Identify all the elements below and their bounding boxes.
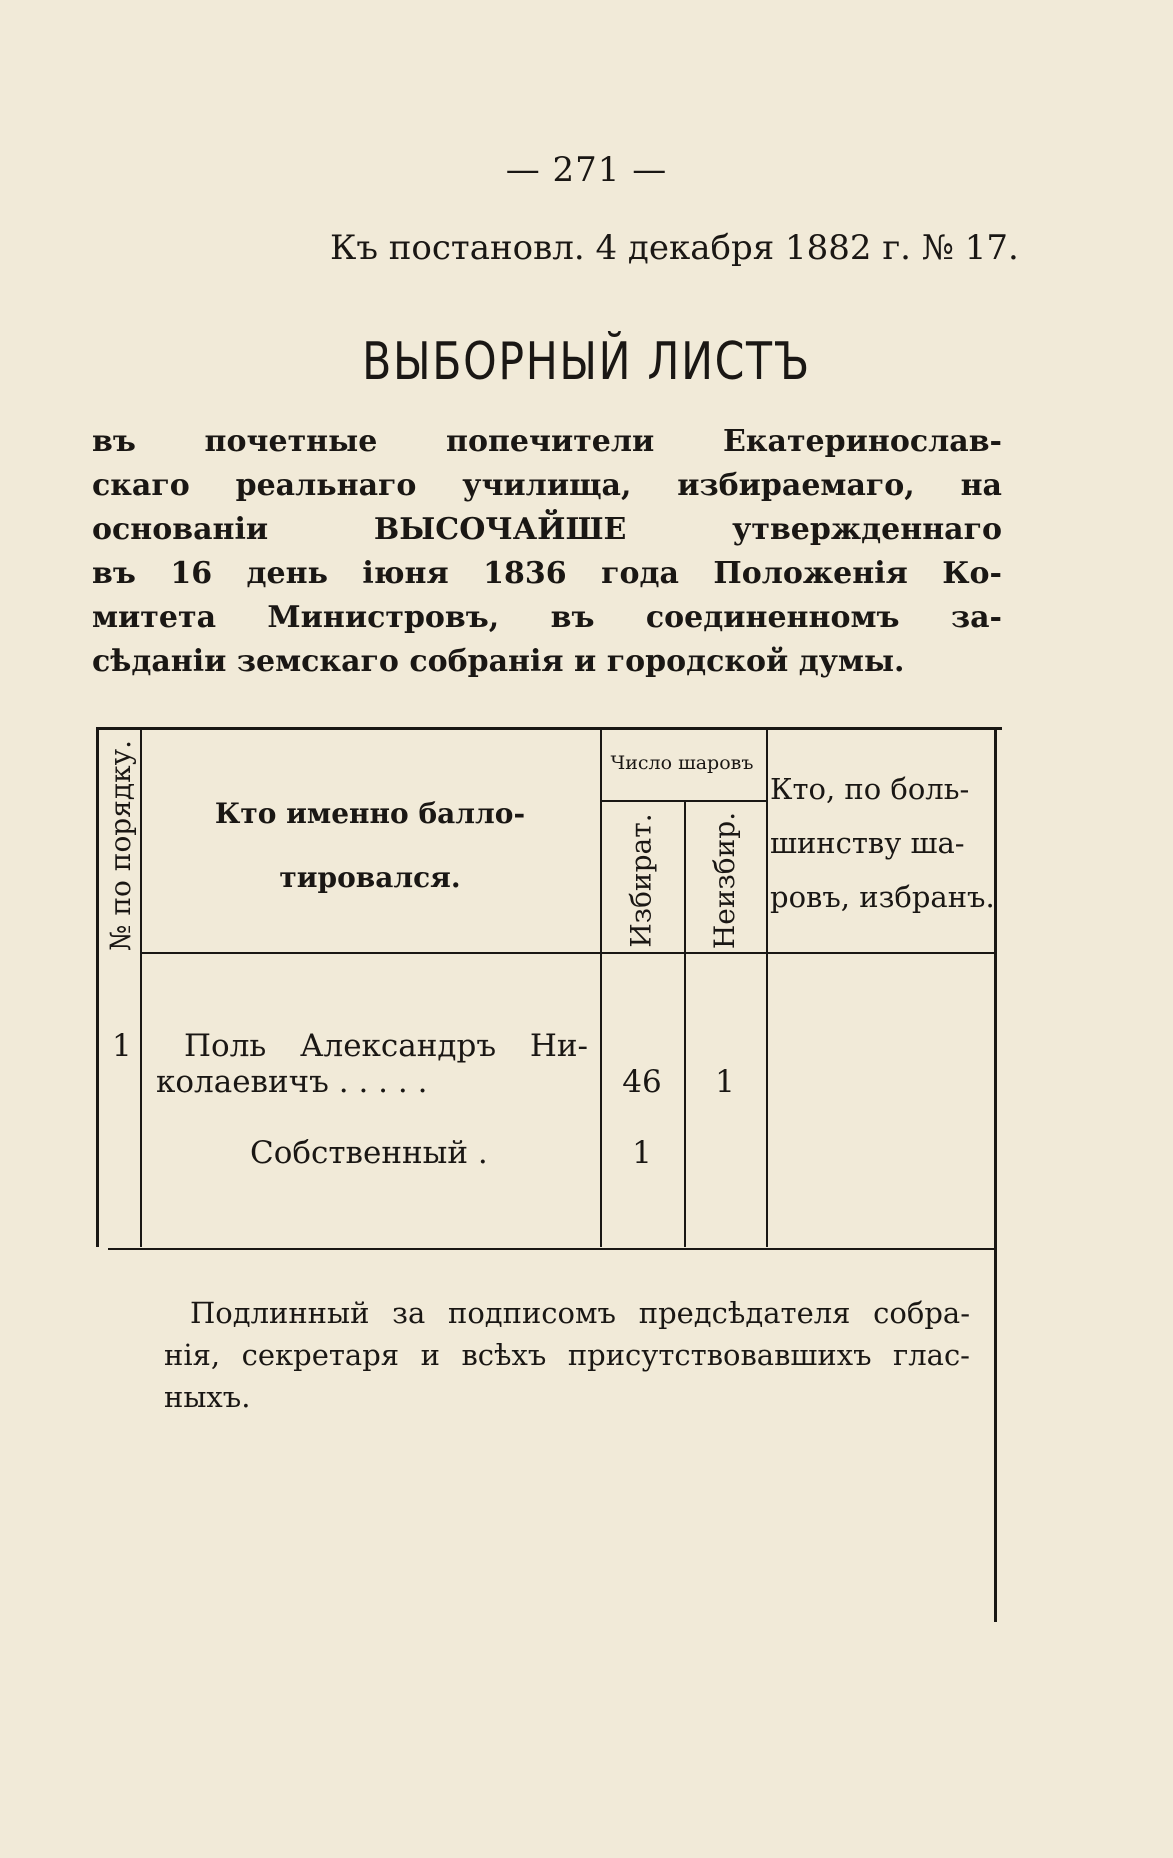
header-who: Кто именно балло- тировался. xyxy=(214,797,526,894)
subtitle-line: основанiи ВЫСОЧАЙШЕ утвержденнаго xyxy=(92,512,1002,547)
own-vote-label: Собственный . xyxy=(250,1135,488,1171)
table-bottom-rule xyxy=(108,1248,994,1250)
header-against: Неизбир. xyxy=(708,811,742,949)
votes-for: 46 xyxy=(622,1064,662,1100)
candidate-name-line1: Поль Александръ Ни- xyxy=(184,1028,588,1064)
subtitle-line: сѣданiи земскаго собранiя и городской думы. xyxy=(92,644,905,679)
votes-against: 1 xyxy=(715,1064,735,1100)
signature-note xyxy=(164,1292,970,1418)
note-line: Подлинный за подписомъ предсѣдателя собра- xyxy=(190,1296,970,1330)
col-rule-against xyxy=(766,727,768,1247)
subtitle-line: въ 16 день iюня 1836 года Положенiя Ко- xyxy=(92,556,1002,591)
note-line: нiя, секретаря и всѣхъ присутствовавшихъ глас- xyxy=(164,1338,970,1372)
page-number: — 271 — xyxy=(505,150,668,190)
candidate-name-line2: колаевичъ . . . . . xyxy=(156,1064,428,1100)
document-title: ВЫБОРНЫЙ ЛИСТЪ xyxy=(362,332,811,392)
subtitle-line: въ почетные попечители Екатеринослав- xyxy=(92,424,1002,459)
note-line: ныхъ. xyxy=(164,1380,251,1414)
header-elected: Кто, по боль- шинству ша- ровъ, избранъ. xyxy=(770,772,995,914)
col-rule-who xyxy=(600,727,602,1247)
subtitle-line: митета Министровъ, въ соединенномъ за- xyxy=(92,600,1002,635)
header-bottom-rule xyxy=(140,952,994,954)
resolution-reference: Къ постановл. 4 декабря 1882 г. № 17. xyxy=(330,228,1019,268)
header-for: Избират. xyxy=(624,812,658,948)
header-balls: Число шаровъ xyxy=(610,752,754,774)
header-order: № по порядку. xyxy=(104,739,138,951)
table-top-rule xyxy=(96,727,1002,730)
row-index: 1 xyxy=(112,1028,132,1064)
own-vote-for: 1 xyxy=(632,1135,652,1171)
subtitle-line: скаго реальнаго училища, избираемаго, на xyxy=(92,468,1002,503)
